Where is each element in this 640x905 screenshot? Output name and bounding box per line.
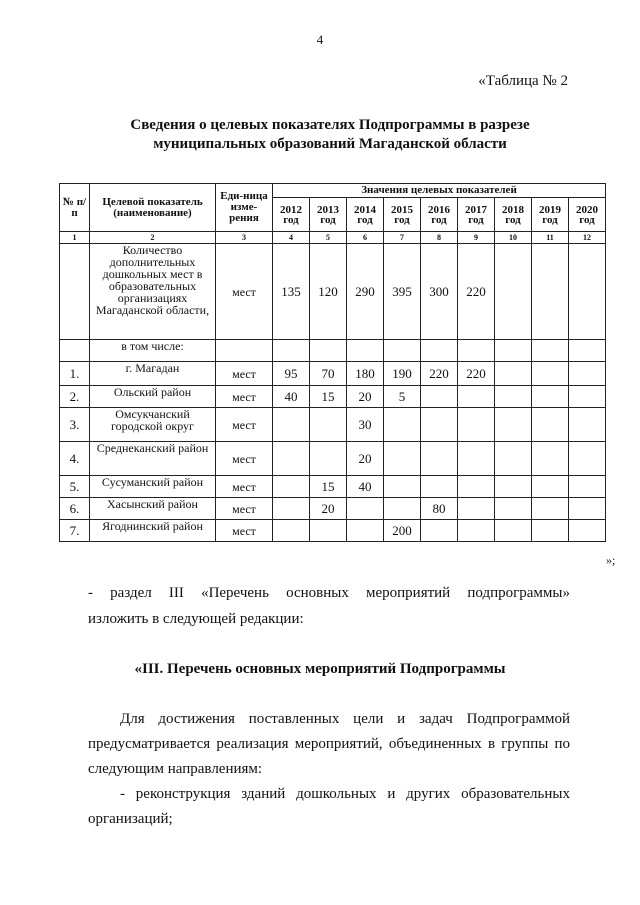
section-instruction: - раздел III «Перечень основных мероприятий подпрограммы» [88,585,570,601]
row-value: 20 [310,498,347,520]
row-value [421,520,458,542]
row-value [569,340,606,362]
row-value: 5 [384,386,421,408]
row-value: 15 [310,476,347,498]
table-row [60,442,606,476]
table-row [60,386,606,408]
row-value: 135 [273,244,310,340]
row-value [384,408,421,442]
row-value [384,476,421,498]
table-row [60,408,606,442]
row-value [384,498,421,520]
row-unit: мест [216,520,273,542]
row-value [458,340,495,362]
row-value [273,498,310,520]
row-value: 30 [347,408,384,442]
row-value [384,340,421,362]
column-number-10: 10 [495,232,532,244]
row-value [532,244,569,340]
column-number-12: 12 [569,232,606,244]
header-year-3: 2015 год [384,198,421,232]
row-number: 7. [60,520,90,542]
row-indicator-name: в том числе: [90,340,216,362]
row-value [310,340,347,362]
row-value [495,244,532,340]
row-value [532,362,569,386]
table-row [60,340,606,362]
row-value [569,408,606,442]
row-value: 220 [458,362,495,386]
row-value [421,386,458,408]
header-year-6: 2018 год [495,198,532,232]
header-year-2: 2014 год [347,198,384,232]
bullet-line-2: организаций; [88,811,173,827]
row-value: 220 [458,244,495,340]
row-value: 200 [384,520,421,542]
row-value: 95 [273,362,310,386]
row-value: 290 [347,244,384,340]
table-reference: «Таблица № 2 [478,73,568,89]
row-value [569,362,606,386]
row-indicator-name: Ягоднинский район [90,520,216,542]
row-indicator-name: г. Магадан [90,362,216,386]
header-year-4: 2016 год [421,198,458,232]
intro-paragraph [88,707,570,782]
row-value: 300 [421,244,458,340]
row-number [60,244,90,340]
row-value [458,408,495,442]
row-value [458,476,495,498]
row-value: 40 [347,476,384,498]
row-value: 20 [347,386,384,408]
header-indicator: Целевой показатель (наименование) [90,184,216,232]
row-value: 395 [384,244,421,340]
row-value [421,340,458,362]
intro-line-2: предусматривается реализация мероприятий, объединенных в группы по [88,736,570,752]
row-value: 190 [384,362,421,386]
row-unit: мест [216,408,273,442]
row-value [532,442,569,476]
row-number: 1. [60,362,90,386]
row-number: 6. [60,498,90,520]
header-unit: Еди-ница изме-рения [216,184,273,232]
row-number [60,340,90,362]
row-value: 70 [310,362,347,386]
row-value [532,520,569,542]
title-line-2: муниципальных образований Магаданской области [153,136,507,152]
row-value [273,520,310,542]
row-value [495,498,532,520]
table-row [60,498,606,520]
row-number: 4. [60,442,90,476]
table-row [60,244,606,340]
row-value: 80 [421,498,458,520]
header-values: Значения целевых показателей [273,184,606,198]
row-value [569,386,606,408]
row-value [569,520,606,542]
table-row [60,520,606,542]
row-value: 180 [347,362,384,386]
row-value [532,340,569,362]
row-value [310,408,347,442]
column-number-7: 7 [384,232,421,244]
row-value [347,340,384,362]
row-value: 220 [421,362,458,386]
row-unit: мест [216,362,273,386]
row-number: 5. [60,476,90,498]
column-number-2: 2 [90,232,216,244]
row-value [347,498,384,520]
row-value [495,386,532,408]
bullet-paragraph [88,782,570,832]
row-value [458,442,495,476]
section-instruction-continued: изложить в следующей редакции: [88,611,304,627]
row-value: 40 [273,386,310,408]
column-number-3: 3 [216,232,273,244]
row-value [347,520,384,542]
row-value [495,476,532,498]
bullet-line-1: - реконструкция зданий дошкольных и других образовательных [120,786,570,802]
row-value [273,476,310,498]
row-unit: мест [216,476,273,498]
column-number-11: 11 [532,232,569,244]
row-value [532,476,569,498]
row-value [310,520,347,542]
row-value [495,408,532,442]
table-row [60,362,606,386]
row-value [495,340,532,362]
row-value: 15 [310,386,347,408]
row-value [384,442,421,476]
row-value [421,442,458,476]
row-indicator-name: Среднеканский район [90,442,216,476]
intro-line-1: Для достижения поставленных цели и задач Подпрограммой [120,711,570,727]
row-value [458,386,495,408]
row-value [532,386,569,408]
section-title: «III. Перечень основных мероприятий Подпрограммы [134,661,506,677]
title-line-1: Сведения о целевых показателях Подпрограммы в разрезе [130,117,530,133]
intro-line-3: следующим направлениям: [88,761,263,777]
row-value [273,408,310,442]
row-indicator-name: Хасынский район [90,498,216,520]
column-number-1: 1 [60,232,90,244]
row-number: 3. [60,408,90,442]
row-number: 2. [60,386,90,408]
row-value [273,340,310,362]
row-value [569,498,606,520]
row-value [421,476,458,498]
page-number: 4 [316,32,324,47]
row-value [421,408,458,442]
row-value [458,498,495,520]
column-number-8: 8 [421,232,458,244]
row-indicator-name: Сусуманский район [90,476,216,498]
indicators-table [59,183,606,542]
row-value [569,442,606,476]
table-closing-quote: »; [606,553,616,567]
row-unit: мест [216,386,273,408]
row-value [569,476,606,498]
row-value [495,520,532,542]
row-indicator-name: Ольский район [90,386,216,408]
row-value [495,442,532,476]
row-indicator-name: Омсукчанский городской округ [90,408,216,442]
column-number-6: 6 [347,232,384,244]
row-indicator-name: Количество дополнительных дошкольных мест в образовательных организациях Магаданской области, [90,244,216,340]
column-number-9: 9 [458,232,495,244]
row-value [532,408,569,442]
header-num: № п/п [60,184,90,232]
header-year-1: 2013 год [310,198,347,232]
row-value: 120 [310,244,347,340]
header-year-8: 2020 год [569,198,606,232]
row-unit: мест [216,244,273,340]
row-value [273,442,310,476]
header-year-7: 2019 год [532,198,569,232]
row-unit: мест [216,442,273,476]
row-value [458,520,495,542]
table-title [80,116,580,154]
column-number-5: 5 [310,232,347,244]
header-year-0: 2012 год [273,198,310,232]
row-unit [216,340,273,362]
table-row [60,476,606,498]
row-value [532,498,569,520]
row-value [495,362,532,386]
row-value [310,442,347,476]
row-value: 20 [347,442,384,476]
row-unit: мест [216,498,273,520]
row-value [569,244,606,340]
column-number-4: 4 [273,232,310,244]
header-year-5: 2017 год [458,198,495,232]
